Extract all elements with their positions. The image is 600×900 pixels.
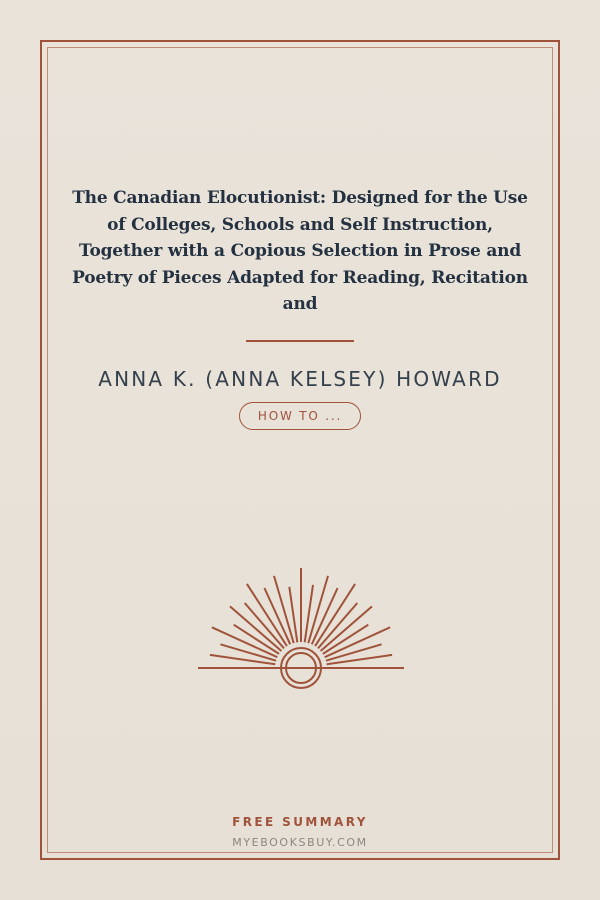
book-title: The Canadian Elocutionist: Designed for the Use of Colleges, Schools and Self Instruction, Together with a Copious Selection in Prose and Poetry of Pieces Adapted for Reading, Recitation and: [72, 188, 528, 314]
sunburst-ray: [274, 576, 294, 643]
sunburst-ray: [308, 576, 328, 643]
sunburst-ray: [321, 606, 372, 651]
category-tag: HOW TO ...: [239, 402, 361, 430]
footer-label: FREE SUMMARY: [232, 815, 368, 829]
sunburst-ray: [210, 655, 275, 664]
footer-site[interactable]: MYEBOOKSBUY.COM: [232, 836, 368, 849]
book-author: ANNA K. (ANNA KELSEY) HOWARD: [98, 367, 502, 391]
sunburst-ray: [230, 606, 281, 651]
sunburst-ray: [327, 655, 392, 664]
